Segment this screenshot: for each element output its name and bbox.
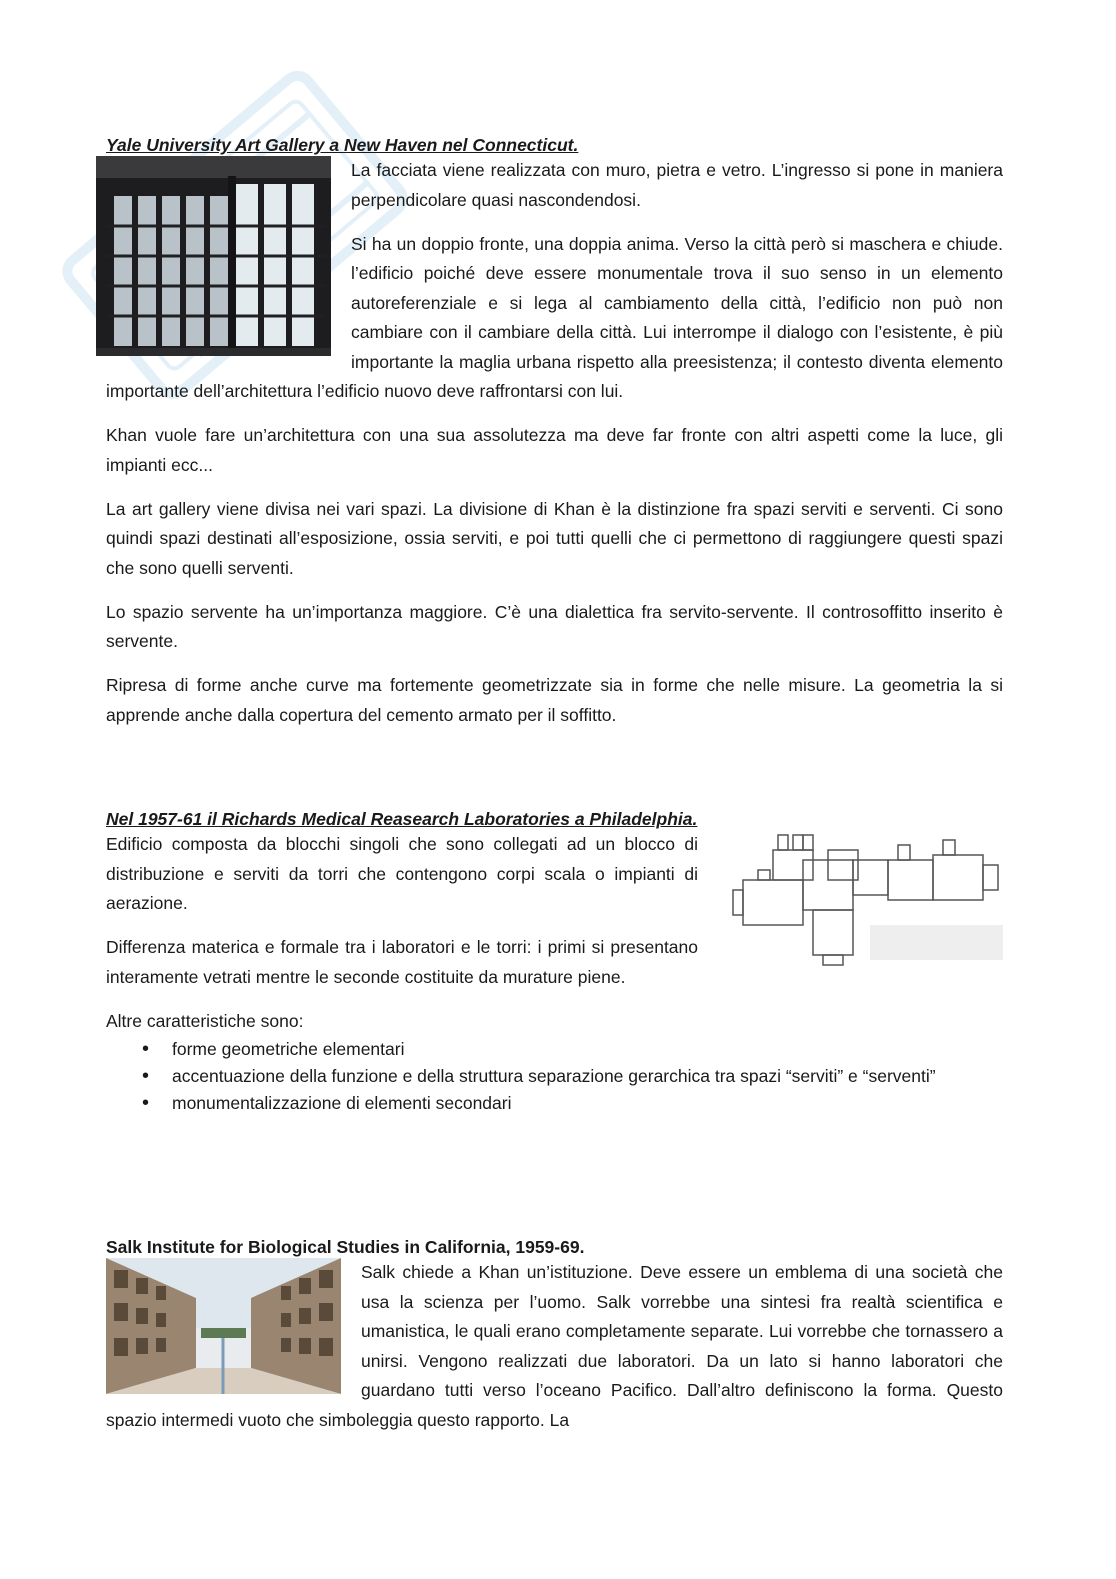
yale-gallery-photo bbox=[96, 156, 331, 356]
yale-paragraph-5: Lo spazio servente ha un’importanza maggiore. C’è una dialettica fra servito-servente. Il controsoffitto inserito è servente. bbox=[106, 601, 1003, 651]
richards-paragraph-2: Differenza materica e formale tra i laboratori e le torri: i primi si presentano interamente vetrati mentre le seconde costituite da murature piene. bbox=[106, 937, 698, 987]
yale-paragraph-2: Si ha un doppio fronte, una doppia anima. Verso la città però si maschera e chiude. l’edificio poiché deve essere monumentale trova il suo senso in un elemento autoreferenziale e si lega al cambiamento della città, l’edificio non può non cambiare con il cambiare della città. Lui interrompe il dialogo con l’esistente, è più importante la maglia urbana rispetto alla preesistenza; il contesto diventa elemento importante dell’architettura l’edificio nuovo deve raffrontarsi con lui. bbox=[106, 233, 1003, 401]
richards-paragraph-1: Edificio composta da blocchi singoli che sono collegati ad un blocco di distribuzione e serviti da torri che contengono corpi scala o impianti di aerazione. bbox=[106, 834, 698, 913]
salk-institute-photo bbox=[106, 1258, 341, 1394]
richards-floor-plan bbox=[728, 830, 1003, 970]
section-title-yale: Yale University Art Gallery a New Haven nel Connecticut. bbox=[106, 135, 579, 155]
yale-paragraph-6: Ripresa di forme anche curve ma fortemente geometrizzate sia in forme che nelle misure. La geometria la si apprende anche dalla copertura del cemento armato per il soffitto. bbox=[106, 675, 1003, 725]
yale-paragraph-4: La art gallery viene divisa nei vari spazi. La divisione di Khan è la distinzione fra spazi serviti e serventi. Ci sono quindi spazi destinati all’esposizione, ossia serviti, e poi tutti quelli che ci permettono di raggiungere questi spazi che sono quelli serventi. bbox=[106, 498, 1003, 578]
section-title-salk: Salk Institute for Biological Studies in California, 1959-69. bbox=[106, 1237, 585, 1257]
salk-paragraph-1: Salk chiede a Khan un’istituzione. Deve essere un emblema di una società che usa la scienza per l’uomo. Salk vorrebbe una sintesi fra realtà scientifica e umanistica, le quali erano completamente separate. Lui vorrebbe che tornassero a unirsi. Vengono realizzati due laboratori. Da un lato si hanno laboratori che guardano tutti verso l’oceano Pacifico. Dall’altro definiscono la forma. Questo spazio intermedi vuoto che simboleggia questo rapporto. La bbox=[106, 1262, 1003, 1430]
yale-paragraph-1: La facciata viene realizzata con muro, pietra e vetro. L’ingresso si pone in maniera perpendicolare quasi nascondendosi. bbox=[351, 160, 1003, 210]
yale-paragraph-3: Khan vuole fare un’architettura con una sua assolutezza ma deve far fronte con altri aspetti come la luce, gli impianti ecc... bbox=[106, 425, 1003, 475]
richards-list-intro: Altre caratteristiche sono: bbox=[106, 1010, 304, 1031]
list-item: • accentuazione della funzione e della struttura separazione gerarchica tra spazi “serviti” e “serventi” bbox=[142, 1063, 1003, 1090]
section-salk bbox=[106, 1236, 1003, 1450]
richards-feature-list bbox=[106, 1036, 1003, 1117]
section-yale bbox=[106, 134, 1003, 745]
list-item: • monumentalizzazione di elementi secondari bbox=[142, 1090, 1003, 1117]
list-item: • forme geometriche elementari bbox=[142, 1036, 1003, 1063]
section-richards bbox=[106, 808, 1003, 1117]
section-title-richards: Nel 1957-61 il Richards Medical Reasearch Laboratories a Philadelphia. bbox=[106, 809, 698, 829]
